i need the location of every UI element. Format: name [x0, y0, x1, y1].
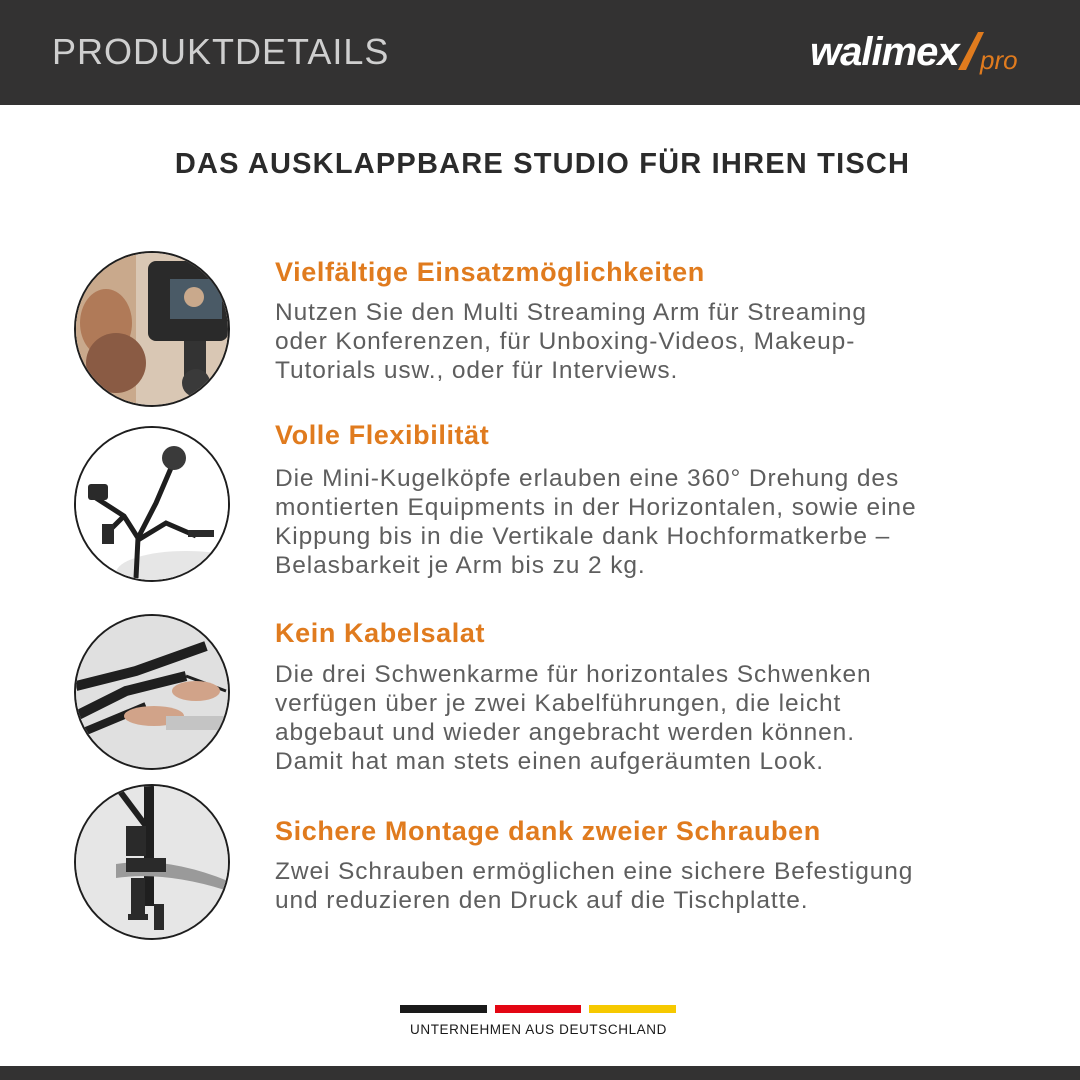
arm-setup-photo	[74, 426, 230, 582]
cable-management-photo	[74, 614, 230, 770]
header-bar	[0, 0, 1080, 105]
header-title: PRODUKTDETAILS	[52, 31, 390, 72]
feature-text: Zwei Schrauben ermöglichen eine sichere Befestigung und reduzieren den Druck auf die Tischplatte.	[275, 858, 914, 914]
feature-title: Vielfältige Einsatzmöglichkeiten	[275, 257, 705, 287]
footer-bar	[0, 1066, 1080, 1080]
feature-title: Kein Kabelsalat	[275, 618, 486, 648]
logo-suffix: pro	[980, 45, 1018, 75]
feature-text: Die drei Schwenkarme für horizontales Schwenken verfügen über je zwei Kabelführungen, die leicht abgebaut und wieder angebracht werden können. Damit hat man stets einen aufgeräumten Look.	[275, 661, 872, 775]
logo-word: walimex	[810, 30, 959, 74]
origin-caption: UNTERNEHMEN AUS DEUTSCHLAND	[410, 1022, 667, 1037]
page-headline: DAS AUSKLAPPBARE STUDIO FÜR IHREN TISCH	[174, 148, 911, 180]
feature-title: Sichere Montage dank zweier Schrauben	[275, 816, 821, 846]
camera-photo	[74, 251, 230, 407]
feature-text: Die Mini-Kugelköpfe erlauben eine 360° Drehung des montierten Equipments in der Horizontalen, sowie eine Kippung bis in die Vertikale dank Hochformatkerbe – Belasbarkeit je Arm bis zu 2 kg.	[275, 465, 917, 579]
feature-title: Volle Flexibilität	[275, 420, 490, 450]
flag-stripe-red	[495, 1005, 582, 1013]
german-flag-stripes	[400, 1005, 676, 1013]
table-clamp-photo	[74, 784, 230, 940]
flag-stripe-gold	[589, 1005, 676, 1013]
brand-logo	[808, 22, 1040, 84]
feature-text: Nutzen Sie den Multi Streaming Arm für Streaming oder Konferenzen, für Unboxing-Videos, Makeup- Tutorials usw., oder für Interviews.	[275, 299, 867, 384]
flag-stripe-black	[400, 1005, 487, 1013]
